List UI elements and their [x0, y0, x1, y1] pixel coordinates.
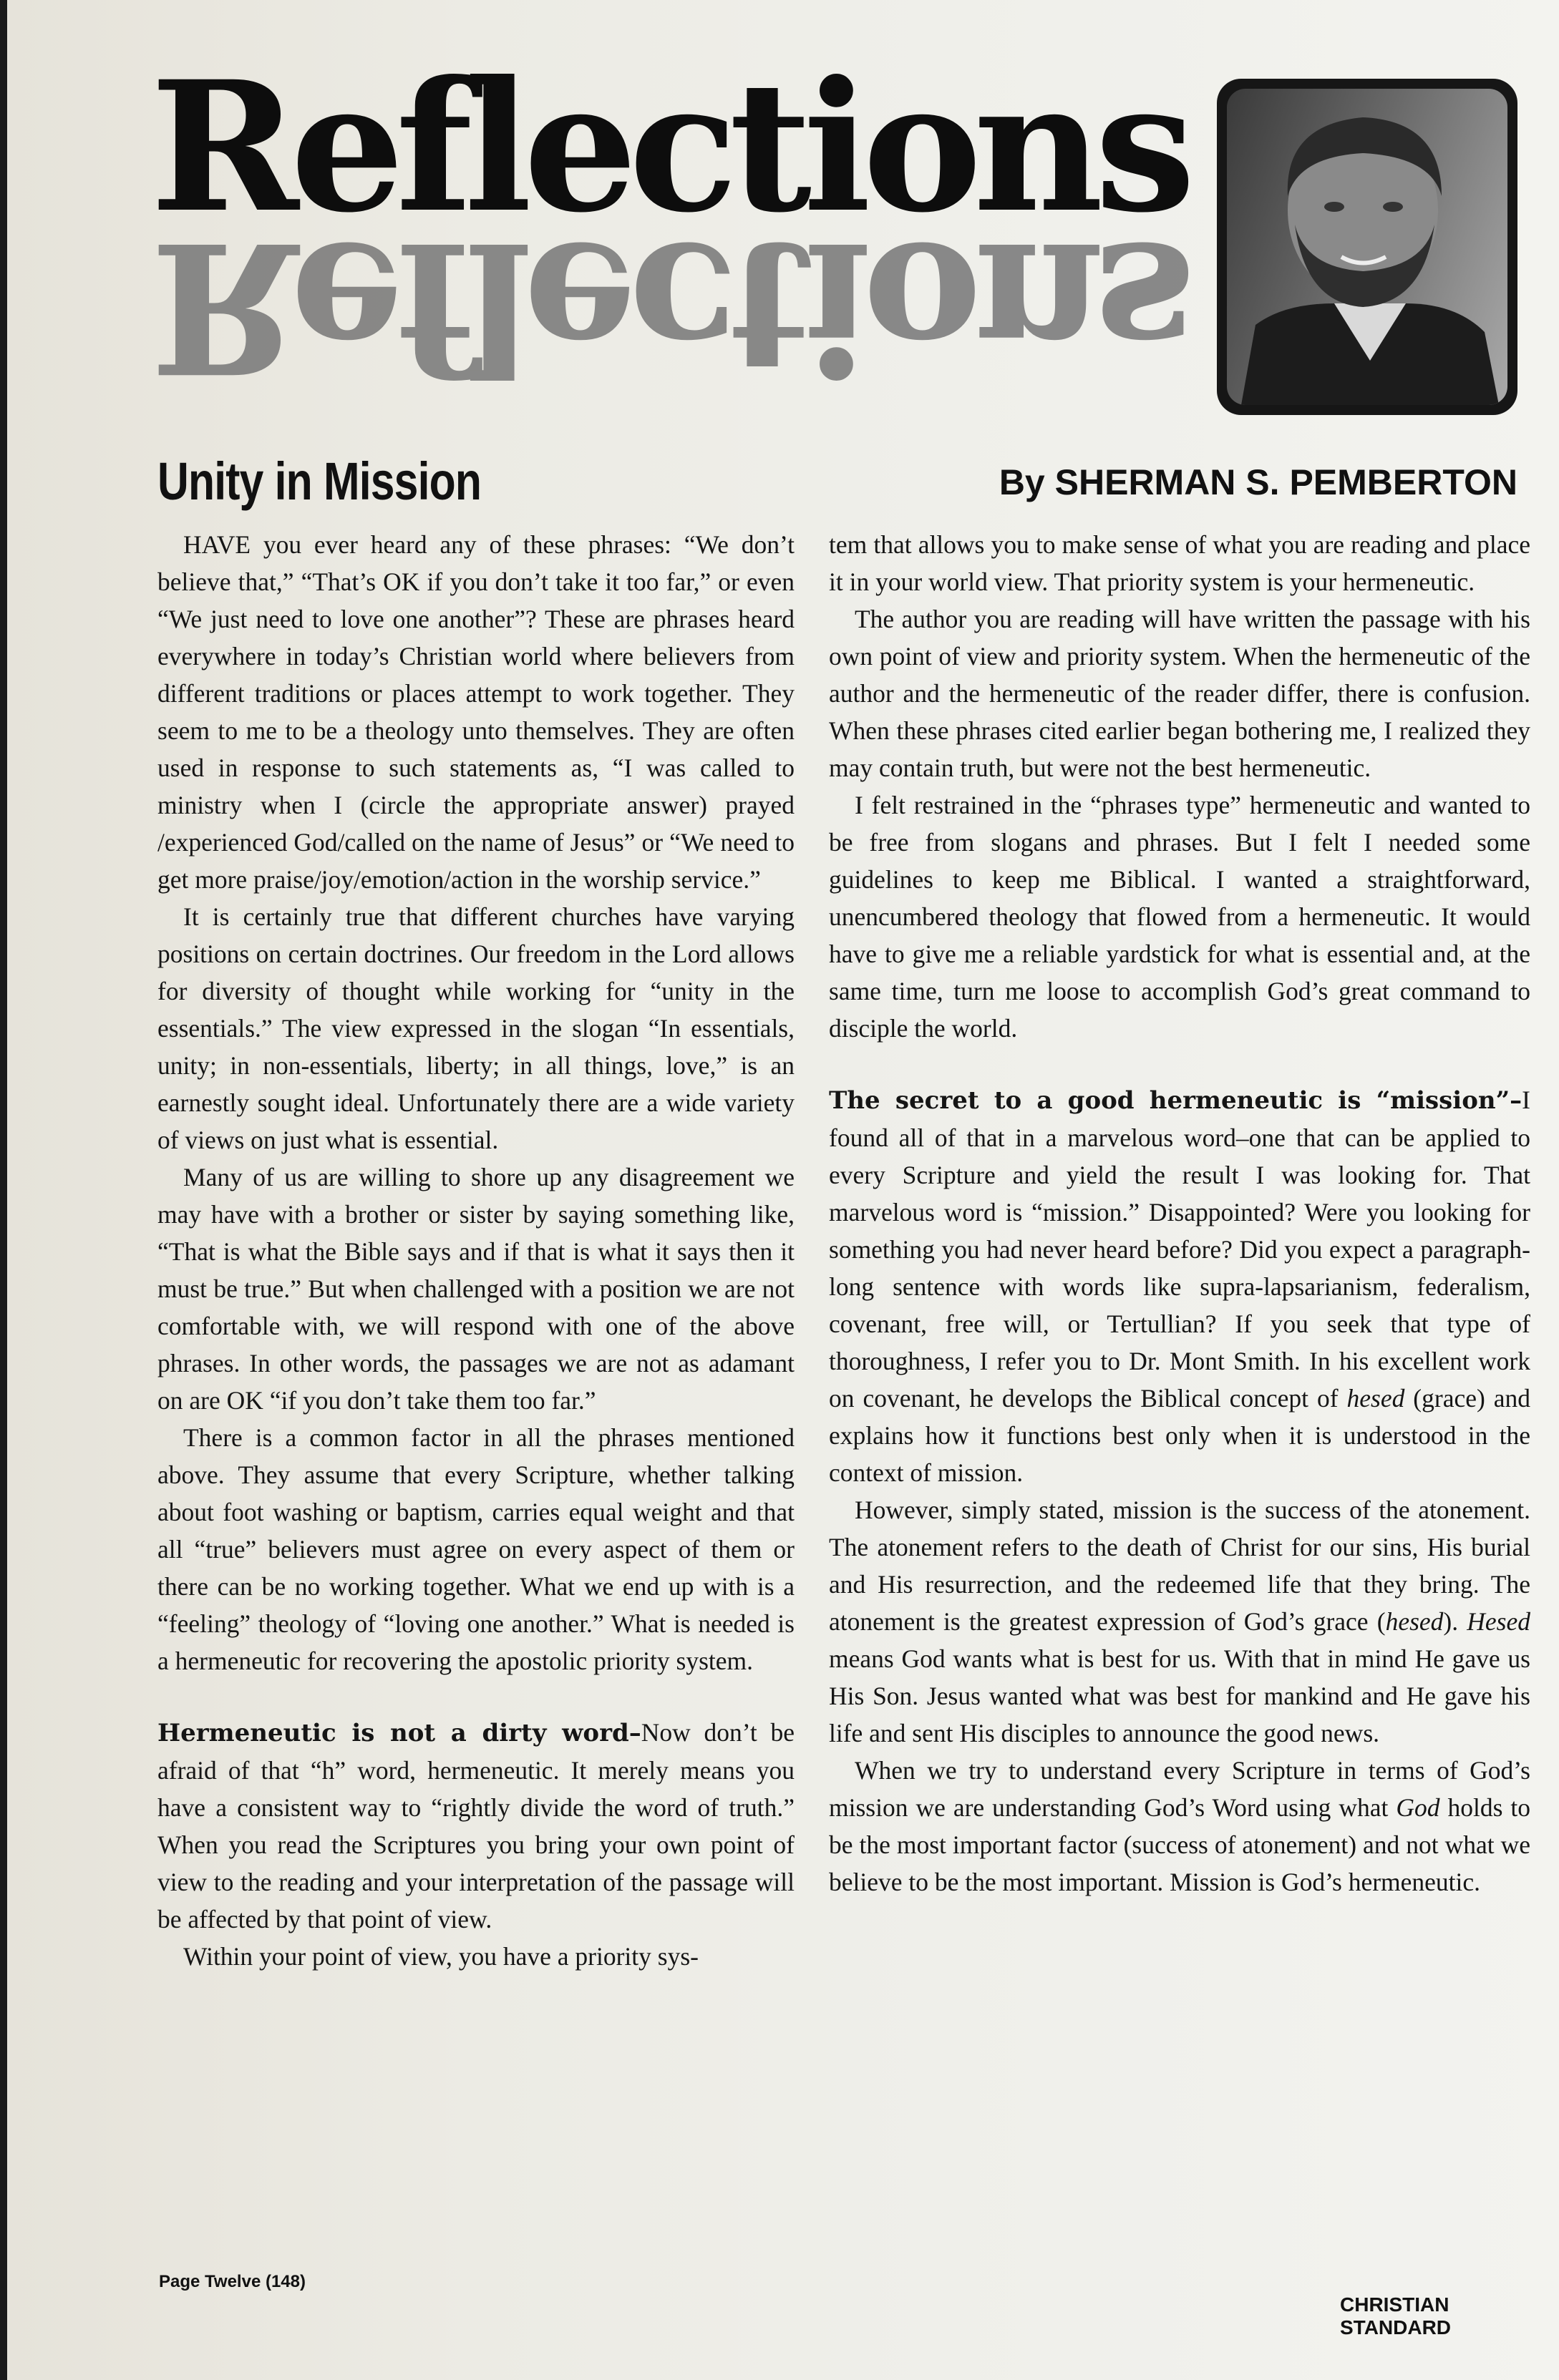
byline: By SHERMAN S. PEMBERTON	[999, 462, 1517, 502]
paragraph-text: When we try to understand every Scripture in terms of God’s mission we are understanding God’s Word using what	[829, 1756, 1530, 1822]
paragraph: tem that allows you to make sense of what you are reading and place it in your world view. That priority system is your hermeneutic.	[829, 530, 1530, 596]
masthead-title: Reflections	[150, 42, 1188, 252]
paragraph: There is a common factor in all the phrases mentioned above. They assume that every Scripture, whether talking about foot washing or baptism, carries equal weight and that all “true” believers must agree on every aspect of them or there can be no working together. What we end up with is a “feeling” theology of “loving one another.” What is needed is a hermeneutic for recovering the apostolic priority system.	[157, 1423, 795, 1675]
italic-term: hesed	[1385, 1607, 1444, 1636]
italic-term: Hesed	[1467, 1607, 1530, 1636]
journal-name: CHRISTIAN STANDARD	[1340, 2293, 1452, 2338]
paragraph: Many of us are willing to shore up any disagreement we may have with a brother or sister by saying something like, “That is what the Bible says and if that is what it says then it must be true.” But when challenged with a position we are not comfortable with, we will respond with one of the above phrases. In other words, the passages we are not as adamant on are OK “if you don’t take them too far.”	[157, 1163, 795, 1415]
paragraph-text: means God wants what is best for us. With that in mind He gave us His Son. Jesus wanted what was best for mankind and He gave his life and sent His disciples to announce the good news.	[829, 1644, 1530, 1747]
italic-term: hesed	[1346, 1384, 1405, 1413]
italic-term: God	[1396, 1793, 1440, 1822]
paragraph: It is certainly true that different churches have varying positions on certain doctrines. Our freedom in the Lord allows for diversity of thought while working for “unity in the essentials.” The view expressed in the slogan “In essentials, unity; in non-essentials, liberty; in all things, love,” is an earnestly sought ideal. Unfortunately there are a wide variety of views on just what is essential.	[157, 902, 795, 1154]
article-title: Unity in Mission	[157, 452, 482, 511]
author-photo	[1227, 89, 1507, 405]
right-column	[829, 526, 1530, 1901]
page-folio: Page Twelve (148)	[159, 2272, 306, 2291]
paragraph: Within your point of view, you have a priority sys-	[183, 1942, 699, 1971]
paragraph-text: ).	[1443, 1607, 1467, 1636]
portrait-illustration	[1227, 89, 1507, 405]
paragraph: I felt restrained in the “phrases type” hermeneutic and wanted to be free from slogans and phrases. But I felt I needed some guidelines to keep me Biblical. I wanted a straightforward, unencumbered theology that flowed from a hermeneutic. It would have to give me a reliable yardstick for what is essential and, at the same time, turn me loose to accomplish God’s great command to disciple the world.	[829, 791, 1530, 1043]
masthead	[150, 42, 1224, 429]
paragraph-text: However, simply stated, mission is the success of the atonement. The atonement refers to the death of Christ for our sins, His burial and His resurrection, and the redeemed life that they bring. The atonement is the greatest expression of God’s grace (	[829, 1496, 1530, 1636]
masthead-reflection: Reflections	[150, 203, 1188, 413]
paragraph: HAVE you ever heard any of these phrases: “We don’t believe that,” “That’s OK if you don’t take it too far,” or even “We just need to love one another”? These are phrases heard everywhere in today’s Christian world where believers from different traditions or places attempt to work together. They seem to me to be a theology unto themselves. They are often used in response to such statements as, “I was called to ministry when I (circle the appropriate answer) prayed /experienced God/called on the name of Jesus” or “We need to get more praise/joy/emotion/action in the worship service.”	[157, 530, 795, 894]
paragraph-text: I found all of that in a marvelous word–one that can be applied to every Scripture and yield the result I was looking for. That marvelous word is “mission.” Disappointed? Were you looking for something you had never heard before? Did you expect a paragraph-long sentence with words like supra-lapsarianism, federalism, covenant, free will, or Tertullian? If you seek that type of thoroughness, I refer you to Dr. Mont Smith. In his excellent work on covenant, he develops the Biblical concept of	[829, 1086, 1530, 1413]
paragraph-text: (grace) and explains how it functions best only when it is understood in the context of mission.	[829, 1384, 1530, 1487]
paragraph-text: holds to be the most important factor (success of atonement) and not what we believe to be the most important. Mission is God’s hermeneutic.	[829, 1793, 1531, 1896]
paragraph-text: Now don’t be afraid of that “h” word, hermeneutic. It merely means you have a consistent way to “rightly divide the word of truth.” When you read the Scriptures you bring your own point of view to the reading and your interpretation of the passage will be affected by that point of view.	[157, 1718, 795, 1933]
paragraph	[829, 1752, 1530, 1901]
section-subhead: Hermeneutic is not a dirty word–	[157, 1719, 641, 1747]
author-photo-frame	[1217, 79, 1517, 415]
section-paragraph	[829, 1081, 1530, 1491]
magazine-page	[7, 0, 1559, 2380]
paragraph	[829, 1491, 1530, 1752]
left-column	[157, 526, 795, 1975]
section-subhead: The secret to a good hermeneutic is “mission”–	[829, 1086, 1522, 1115]
section-paragraph	[157, 1714, 795, 1938]
paragraph: The author you are reading will have written the passage with his own point of view and priority system. When the hermeneutic of the author and the hermeneutic of the reader differ, there is confusion. When these phrases cited earlier began bothering me, I realized they may contain truth, but were not the best hermeneutic.	[829, 605, 1530, 782]
